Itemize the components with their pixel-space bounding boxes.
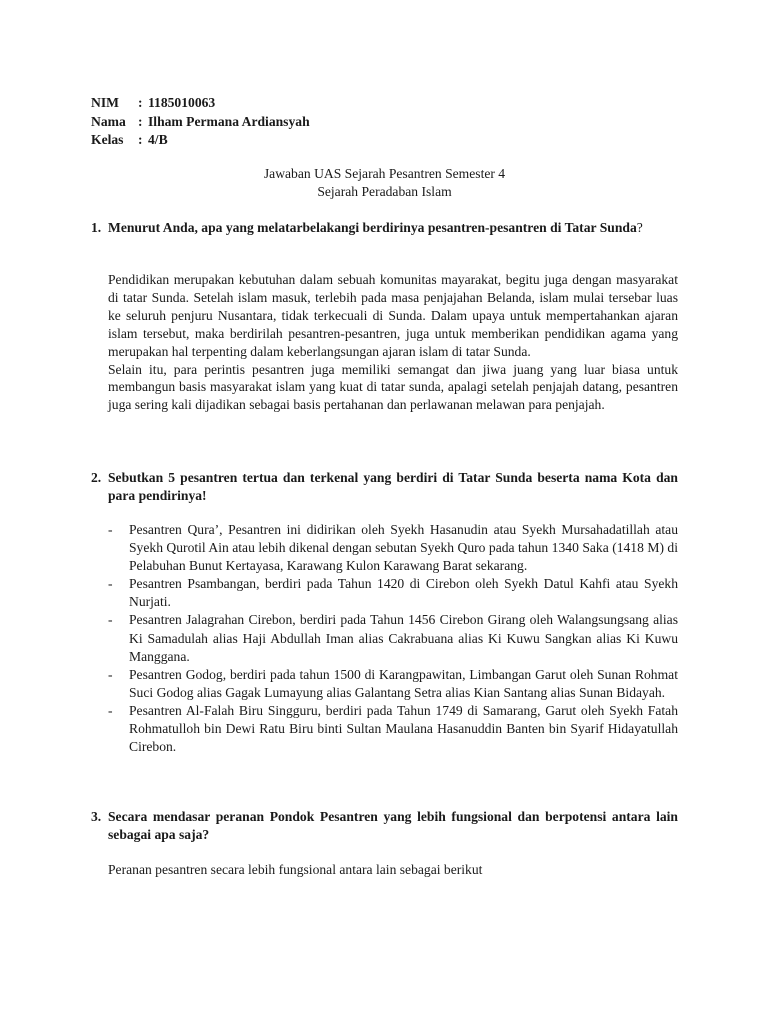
student-info: [91, 94, 391, 150]
nim-row: [91, 94, 391, 113]
name-value: Ilham Permana Ardiansyah: [148, 113, 310, 129]
question-1-end-mark: ?: [636, 220, 643, 235]
bullet-dash: -: [108, 576, 113, 592]
list-item: [91, 611, 678, 665]
bullet-dash: -: [108, 522, 113, 537]
list-item-text: Pesantren Psambangan, berdiri pada Tahun 1420 di Cirebon oleh Syekh Datul Kahfi atau Syekh Nurjati.: [129, 576, 678, 610]
list-item-text: Pesantren Jalagrahan Cirebon, berdiri pada Tahun 1456 Cirebon Girang oleh Walangsungsang alias Ki Samadulah alias Haji Abdullah Iman alias Cakrabuana alias Ki Kuwu Sangkan alias Ki Kuwu Manggana.: [129, 612, 678, 664]
answer-3-paragraph: Peranan pesantren secara lebih fungsional antara lain sebagai berikut: [108, 862, 483, 877]
list-item: [91, 521, 678, 575]
question-3-text: Secara mendasar peranan Pondok Pesantren yang lebih fungsional dan berpotensi antara lain sebagai apa saja?: [108, 809, 678, 842]
question-1-text: [108, 219, 678, 237]
question-3-number: 3.: [91, 809, 102, 824]
nim-value: 1185010063: [148, 95, 216, 110]
nim-label: NIM: [91, 95, 119, 110]
answer-1-paragraph-2: Selain itu, para perintis pesantren juga memiliki semangat dan jiwa juang yang luar biasa untuk membangun basis masyarakat islam yang kuat di tatar sunda, apalagi setelah penjajah datang, pesantren juga sering kali dijadikan sebagai basis pertahanan dan perlawanan melawan para penjajah.: [108, 361, 678, 413]
list-item-text: Pesantren Al-Falah Biru Singguru, berdiri pada Tahun 1749 di Samarang, Garut oleh Syekh Fatah Rohmatulloh bin Dewi Ratu Biru binti Sultan Maulana Hasanuddin Banten bin Syarif Hidayatullah Cirebon.: [129, 702, 678, 755]
answer-1-paragraph-1: Pendidikan merupakan kebutuhan dalam sebuah komunitas mayarakat, begitu juga dengan masyarakat di tatar Sunda. Setelah islam masuk, terlebih pada masa penjajahan Belanda, islam mulai tersebar luas ke seluruh penjuru Nusantara, tidak terkecuali di Sunda. Dalam upaya untuk mempertahankan ajaran islam tersebut, maka berdirilah pesantren-pesantren, juga untuk memberikan pendidikan agama yang merupakan hal terpenting dalam keberlangsungan ajaran islam di tatar Sunda.: [108, 272, 678, 359]
class-row: [91, 131, 391, 150]
list-item-text: Pesantren Godog, berdiri pada tahun 1500 di Karangpawitan, Limbangan Garut oleh Sunan Rohmat Suci Godog alias Gagak Lumayung alias Galantang Setra alias Kian Santang alias Sunan Bidayah.: [129, 666, 678, 700]
pesantren-list: [91, 521, 678, 756]
name-row: [91, 113, 391, 132]
answer-1: [108, 271, 678, 414]
class-value: 4/B: [148, 132, 168, 147]
class-separator: :: [138, 132, 143, 147]
list-item: [91, 575, 678, 611]
answer-3: [108, 861, 678, 879]
bullet-dash: -: [108, 666, 113, 682]
document-title: [91, 165, 678, 201]
nim-separator: :: [138, 95, 143, 110]
class-label: Kelas: [91, 132, 124, 147]
title-line-1: Jawaban UAS Sejarah Pesantren Semester 4: [263, 166, 506, 181]
question-1-body: Menurut Anda, apa yang melatarbelakangi berdirinya pesantren-pesantren di Tatar Sunda: [108, 220, 637, 235]
bullet-dash: -: [108, 612, 113, 628]
name-label: Nama: [91, 113, 126, 129]
list-item-text: Pesantren Qura’, Pesantren ini didirikan oleh Syekh Hasanudin atau Syekh Mursahadatillah atau Syekh Qurotil Ain atau lebih dikenal dengan sebutan Syekh Quro pada tahun 1340 Saka (1418 M) di Pelabuhan Bunut Kertayasa, Karawang Kulon Karawang Barat sekarang.: [129, 522, 678, 574]
bullet-dash: -: [108, 702, 113, 718]
name-separator: :: [138, 113, 143, 129]
question-2-text: Sebutkan 5 pesantren tertua dan terkenal yang berdiri di Tatar Sunda beserta nama Kota dan para pendirinya!: [108, 470, 678, 503]
question-2: [91, 469, 678, 505]
title-line-2: Sejarah Peradaban Islam: [317, 184, 452, 199]
question-2-number: 2.: [91, 470, 102, 485]
question-1-number: 1.: [91, 220, 102, 235]
question-1: [91, 219, 678, 237]
question-3: [91, 808, 678, 844]
list-item: [91, 702, 678, 756]
list-item: [91, 666, 678, 702]
